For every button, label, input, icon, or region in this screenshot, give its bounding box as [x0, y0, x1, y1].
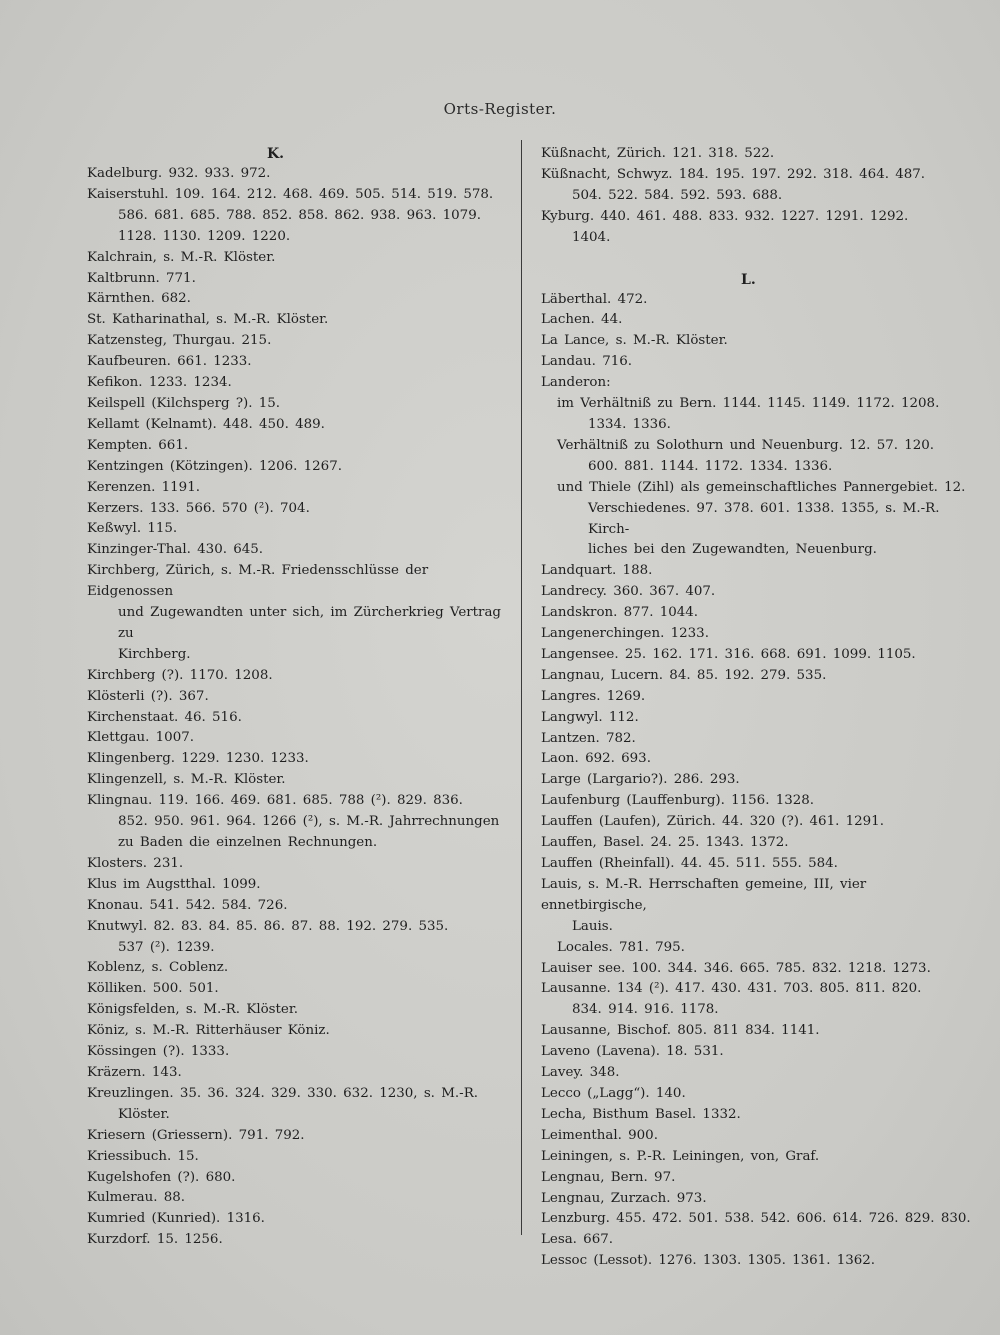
entry-line: Küßnacht, Zürich. 121. 318. 522. — [541, 146, 775, 161]
entry-line: Lauffen, Basel. 24. 25. 1343. 1372. — [541, 835, 789, 851]
index-entry — [87, 373, 507, 394]
entry-line: Kellamt (Kelnamt). 448. 450. 489. — [87, 416, 325, 432]
entry-line: Läberthal. 472. — [541, 291, 648, 307]
index-entry — [541, 394, 971, 436]
entry-line: Lauffen (Rheinfall). 44. 45. 511. 555. 584. — [541, 856, 838, 871]
entry-line: Kriessibuch. 15. — [87, 1148, 199, 1164]
entry-line: Kölliken. 500. 501. — [87, 981, 219, 997]
index-entry — [87, 1000, 507, 1021]
entry-continuation: Verschiedenes. 97. 378. 601. 1338. 1355, s. M.-R. Kirch- — [588, 500, 940, 537]
index-entry — [87, 352, 507, 373]
index-entry — [541, 687, 971, 708]
index-entry — [87, 310, 507, 331]
index-entry — [87, 457, 507, 478]
index-entry — [87, 394, 507, 415]
index-entry — [541, 165, 971, 207]
index-entry — [541, 624, 971, 645]
index-entry — [541, 1105, 971, 1126]
entry-line: Kulmerau. 88. — [87, 1190, 186, 1206]
entry-line: Katzensteg, Thurgau. 215. — [87, 333, 272, 349]
index-entry — [87, 1042, 507, 1063]
entry-line: Kirchberg, Zürich, s. M.-R. Friedensschlüsse der Eidgenossen — [87, 563, 429, 600]
entry-continuation: 1404. — [572, 229, 611, 245]
index-entry — [541, 1230, 971, 1251]
entry-line: Kirchberg (?). 1170. 1208. — [87, 667, 273, 683]
index-entry — [87, 1209, 507, 1230]
entry-continuation: liches bei den Zugewandten, Neuenburg. — [588, 542, 877, 558]
index-entry — [541, 373, 971, 394]
index-entry — [87, 289, 507, 310]
index-entry — [87, 540, 507, 561]
entry-line: Kössingen (?). 1333. — [87, 1044, 230, 1060]
index-entry — [87, 436, 507, 457]
entry-line: Knutwyl. 82. 83. 84. 85. 86. 87. 88. 192. 279. 535. — [87, 918, 449, 934]
index-entry — [87, 749, 507, 770]
left-entries — [87, 164, 507, 1251]
index-entry — [541, 833, 971, 854]
index-entry — [541, 1168, 971, 1189]
entry-line: Langwyl. 112. — [541, 709, 639, 725]
entry-line: Klingenzell, s. M.-R. Klöster. — [87, 772, 286, 788]
index-entry — [541, 331, 971, 352]
index-entry — [541, 1189, 971, 1210]
entry-line: Langres. 1269. — [541, 688, 646, 704]
entry-line: Lausanne, Bischof. 805. 811 834. 1141. — [541, 1023, 820, 1039]
index-entry — [541, 1251, 971, 1272]
entry-line: Kirchenstaat. 46. 516. — [87, 709, 242, 725]
index-entry — [87, 666, 507, 687]
index-entry — [541, 207, 971, 249]
column-divider — [521, 140, 522, 1235]
index-entry — [87, 896, 507, 917]
index-entry — [541, 959, 971, 980]
entry-line: Kreuzlingen. 35. 36. 324. 329. 330. 632. 1230, s. M.-R. — [87, 1085, 479, 1101]
entry-line: Knonau. 541. 542. 584. 726. — [87, 897, 288, 913]
entry-line: Klingenberg. 1229. 1230. 1233. — [87, 751, 309, 767]
index-entry — [87, 770, 507, 791]
index-entry — [87, 478, 507, 499]
entry-line: Klingnau. 119. 166. 469. 681. 685. 788 (²). 829. 836. — [87, 793, 463, 809]
index-entry — [541, 290, 971, 311]
entry-line: Kempten. 661. — [87, 437, 189, 453]
index-entry — [87, 164, 507, 185]
index-entry — [87, 519, 507, 540]
index-entry — [541, 979, 971, 1021]
index-entry — [541, 1147, 971, 1168]
entry-line: Leiningen, s. P.-R. Leiningen, von, Graf. — [541, 1148, 820, 1164]
entry-line: Lesa. 667. — [541, 1232, 614, 1248]
entry-line: Lengnau, Bern. 97. — [541, 1169, 676, 1185]
index-entry — [87, 979, 507, 1000]
entry-continuation: 586. 681. 685. 788. 852. 858. 862. 938. 963. 1079. — [118, 207, 481, 223]
entry-line: Large (Largario?). 286. 293. — [541, 772, 740, 788]
entry-line: St. Katharinathal, s. M.-R. Klöster. — [87, 312, 329, 328]
entry-continuation: 834. 914. 916. 1178. — [572, 1002, 719, 1018]
running-head: Orts-Register. — [443, 100, 557, 118]
entry-line: Kerzers. 133. 566. 570 (²). 704. — [87, 500, 310, 516]
index-entry — [87, 854, 507, 875]
entry-line: Verhältniß zu Solothurn und Neuenburg. 12. 57. 120. — [557, 437, 935, 453]
entry-line: Klösterli (?). 367. — [87, 688, 209, 704]
index-entry — [541, 729, 971, 750]
entry-continuation: und Zugewandten unter sich, im Zürcherkrieg Vertrag zu — [118, 605, 502, 641]
entry-line: Lauiser see. 100. 344. 346. 665. 785. 832. 1218. 1273. — [541, 960, 931, 976]
index-entry — [541, 875, 971, 938]
entry-line: Kadelburg. 932. 933. 972. — [87, 166, 271, 181]
index-entry — [541, 582, 971, 603]
entry-line: Lengnau, Zurzach. 973. — [541, 1190, 707, 1206]
index-entry — [541, 352, 971, 373]
index-entry — [541, 770, 971, 791]
entry-line: Landeron: — [541, 375, 611, 391]
index-entry — [541, 1063, 971, 1084]
index-entry — [87, 728, 507, 749]
index-entry — [87, 1230, 507, 1251]
spacer — [541, 249, 971, 270]
entry-line: Lausanne. 134 (²). 417. 430. 431. 703. 805. 811. 820. — [541, 981, 922, 997]
entry-continuation: 537 (²). 1239. — [118, 939, 215, 955]
index-entry — [541, 645, 971, 666]
entry-line: Laufenburg (Lauffenburg). 1156. 1328. — [541, 793, 815, 809]
index-entry — [541, 1042, 971, 1063]
index-entry — [87, 917, 507, 959]
entry-line: Locales. 781. 795. — [557, 939, 685, 955]
entry-line: und Thiele (Zihl) als gemeinschaftliches Pannergebiet. 12. — [557, 479, 966, 495]
entry-line: Kurzdorf. 15. 1256. — [87, 1232, 223, 1248]
entry-line: Kalchrain, s. M.-R. Klöster. — [87, 249, 276, 265]
index-entry — [87, 269, 507, 290]
index-entry — [87, 415, 507, 436]
entry-line: Kinzinger-Thal. 430. 645. — [87, 542, 264, 558]
section-letter-k: K. — [267, 146, 285, 162]
entry-line: Lavey. 348. — [541, 1065, 620, 1081]
index-entry — [541, 1209, 971, 1230]
left-column — [87, 144, 507, 1251]
index-entry — [87, 185, 507, 248]
index-entry — [87, 561, 507, 666]
index-entry — [87, 1021, 507, 1042]
entry-line: Lecco („Lagg“). 140. — [541, 1085, 686, 1101]
entry-line: Kerenzen. 1191. — [87, 479, 200, 495]
entry-line: Lantzen. 782. — [541, 730, 636, 746]
entry-line: Langenerchingen. 1233. — [541, 626, 709, 642]
entry-line: Klettgau. 1007. — [87, 730, 195, 746]
entry-line: Klus im Augstthal. 1099. — [87, 876, 261, 892]
index-entry — [541, 144, 971, 165]
entry-line: im Verhältniß zu Bern. 1144. 1145. 1149. 1172. 1208. — [557, 396, 940, 412]
entry-line: Kefikon. 1233. 1234. — [87, 375, 232, 391]
entry-continuation: Klöster. — [118, 1106, 170, 1122]
index-entry — [541, 1021, 971, 1042]
entry-line: Langnau, Lucern. 84. 85. 192. 279. 535. — [541, 667, 827, 683]
entry-continuation: zu Baden die einzelnen Rechnungen. — [118, 835, 378, 850]
index-entry — [541, 854, 971, 875]
index-entry — [541, 812, 971, 833]
index-entry — [87, 1084, 507, 1126]
entry-continuation: 1128. 1130. 1209. 1220. — [118, 228, 291, 244]
index-entry — [541, 791, 971, 812]
entry-line: Kentzingen (Kötzingen). 1206. 1267. — [87, 458, 342, 474]
entry-line: Kräzern. 143. — [87, 1064, 182, 1080]
entry-line: Küßnacht, Schwyz. 184. 195. 197. 292. 318. 464. 487. — [541, 166, 926, 182]
index-entry — [87, 331, 507, 352]
entry-line: Lachen. 44. — [541, 312, 623, 328]
index-entry — [87, 1188, 507, 1209]
index-entry — [541, 603, 971, 624]
entry-line: Langensee. 25. 162. 171. 316. 668. 691. 1099. 1105. — [541, 646, 916, 662]
entry-line: Lenzburg. 455. 472. 501. 538. 542. 606. 614. 726. 829. 830. — [541, 1211, 971, 1227]
index-entry — [541, 938, 971, 959]
entry-line: Landskron. 877. 1044. — [541, 605, 699, 621]
index-entry — [87, 875, 507, 896]
index-entry — [541, 561, 971, 582]
entry-continuation: Kirchberg. — [118, 646, 191, 662]
entry-line: Landquart. 188. — [541, 563, 653, 579]
entry-line: Kaufbeuren. 661. 1233. — [87, 354, 252, 370]
index-entry — [541, 478, 971, 562]
index-entry — [541, 708, 971, 729]
index-entry — [87, 1168, 507, 1189]
index-entry — [87, 1126, 507, 1147]
index-entry — [87, 499, 507, 520]
entry-line: Lauis, s. M.-R. Herrschaften gemeine, III, vier ennetbirgische, — [541, 876, 867, 913]
entry-line: Königsfelden, s. M.-R. Klöster. — [87, 1002, 299, 1018]
index-entry — [541, 436, 971, 478]
index-entry — [87, 708, 507, 729]
index-entry — [87, 958, 507, 979]
entry-line: Leimenthal. 900. — [541, 1127, 658, 1143]
entry-line: Keilspell (Kilchsperg ?). 15. — [87, 395, 281, 411]
entry-line: Landau. 716. — [541, 354, 633, 370]
entry-continuation: 852. 950. 961. 964. 1266 (²), s. M.-R. Jahrrechnungen — [118, 814, 500, 830]
entry-line: Klosters. 231. — [87, 855, 184, 871]
index-entry — [87, 1063, 507, 1084]
index-entry — [541, 310, 971, 331]
index-entry — [541, 1084, 971, 1105]
index-entry — [541, 1126, 971, 1147]
entry-line: Kaltbrunn. 771. — [87, 270, 196, 286]
entry-continuation: 1334. 1336. — [588, 416, 671, 432]
index-entry — [87, 687, 507, 708]
entry-line: Lessoc (Lessot). 1276. 1303. 1305. 1361. 1362. — [541, 1253, 876, 1269]
entry-line: Kriesern (Griessern). 791. 792. — [87, 1127, 305, 1143]
entry-continuation: 600. 881. 1144. 1172. 1334. 1336. — [588, 458, 833, 474]
index-entry — [541, 749, 971, 770]
entry-line: Kugelshofen (?). 680. — [87, 1169, 236, 1185]
entry-line: Köniz, s. M.-R. Ritterhäuser Köniz. — [87, 1023, 330, 1039]
right-column — [541, 144, 971, 1272]
entry-line: Keßwyl. 115. — [87, 521, 178, 537]
entry-line: Laon. 692. 693. — [541, 751, 651, 767]
section-letter-l: L. — [741, 271, 756, 288]
index-entry — [541, 666, 971, 687]
entry-line: Laveno (Lavena). 18. 531. — [541, 1044, 724, 1060]
entry-line: Kärnthen. 682. — [87, 291, 191, 307]
entry-continuation: 504. 522. 584. 592. 593. 688. — [572, 187, 783, 203]
entry-line: Kaiserstuhl. 109. 164. 212. 468. 469. 505. 514. 519. 578. — [87, 186, 494, 202]
index-entry — [87, 1147, 507, 1168]
entry-line: Landrecy. 360. 367. 407. — [541, 584, 716, 600]
entry-line: Lecha, Bisthum Basel. 1332. — [541, 1106, 741, 1122]
entry-line: Koblenz, s. Coblenz. — [87, 960, 229, 976]
index-entry — [87, 248, 507, 269]
right-entries-before — [541, 144, 971, 249]
entry-line: La Lance, s. M.-R. Klöster. — [541, 333, 728, 349]
index-entry — [87, 791, 507, 854]
right-entries — [541, 290, 971, 1273]
entry-line: Kyburg. 440. 461. 488. 833. 932. 1227. 1291. 1292. — [541, 208, 909, 224]
entry-continuation: Lauis. — [572, 918, 613, 934]
entry-line: Lauffen (Laufen), Zürich. 44. 320 (?). 461. 1291. — [541, 814, 884, 830]
entry-line: Kumried (Kunried). 1316. — [87, 1211, 265, 1227]
